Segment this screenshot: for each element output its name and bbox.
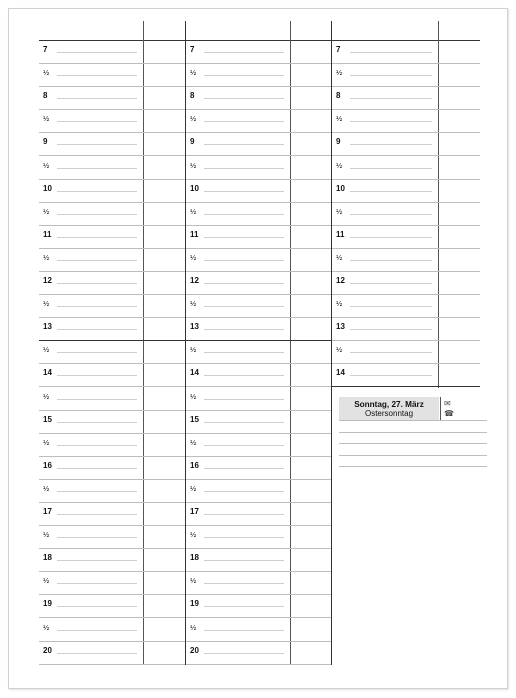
time-slot-row[interactable] [332,364,480,387]
time-slot-row[interactable] [186,434,332,457]
time-slot-row[interactable] [39,595,185,618]
time-slot-row[interactable] [39,549,185,572]
day-column [186,9,332,690]
entry-line [350,75,432,76]
time-slot-row[interactable] [186,619,332,642]
entry-line [57,283,137,284]
time-slot-row[interactable] [186,341,332,364]
time-label: ½ [336,299,343,309]
time-slot-row[interactable] [332,87,480,110]
time-slot-row[interactable] [186,364,332,387]
entry-line [350,329,432,330]
entry-line [57,606,137,607]
column-divider [331,21,333,665]
time-label: 19 [43,599,52,609]
time-label: 7 [336,45,341,54]
time-label: ½ [43,252,50,262]
time-slot-row[interactable] [39,180,185,203]
time-slot-row[interactable] [186,110,332,133]
time-label: ½ [43,114,50,124]
day-header [39,21,185,41]
entry-line [57,329,137,330]
time-slot-row[interactable] [332,203,480,226]
time-label: ½ [190,160,197,170]
entry-line [57,121,137,122]
entry-line [204,306,284,307]
time-slot-row[interactable] [332,110,480,133]
time-label: 12 [336,276,345,285]
time-slot-row[interactable] [332,295,480,318]
time-slot-row[interactable] [186,526,332,549]
time-label: 20 [43,645,52,655]
time-slot-row[interactable] [186,203,332,226]
time-slot-row[interactable] [39,133,185,156]
time-label: ½ [336,68,343,78]
phone-icon: ☎ [444,409,454,418]
day-header [332,21,480,41]
time-label: ½ [190,345,197,355]
sunday-line[interactable] [339,443,487,444]
time-slot-row[interactable] [186,503,332,526]
time-label: 13 [336,322,345,332]
sunday-date: Sonntag, 27. März [354,400,424,409]
time-label: ½ [43,622,50,632]
time-label: ½ [190,530,197,540]
entry-line [57,422,137,423]
time-slot-row[interactable] [39,642,185,665]
entry-line [204,537,284,538]
entry-line [350,352,432,353]
time-label: ½ [43,206,50,216]
time-label: 15 [43,414,52,424]
time-slot-row[interactable] [39,203,185,226]
time-label: 8 [336,91,341,101]
time-slot-row[interactable] [186,595,332,618]
time-slot-row[interactable] [186,157,332,180]
entry-line [57,352,137,353]
time-label: ½ [336,206,343,216]
time-slot-row[interactable] [186,411,332,434]
time-label: 10 [190,183,199,193]
time-label: 9 [190,137,195,147]
time-label: 16 [43,460,52,470]
entry-line [204,121,284,122]
entry-line [57,630,137,631]
entry-line [57,583,137,584]
entry-line [204,168,284,169]
entry-line [350,375,432,376]
time-label: ½ [43,68,50,78]
time-slot-row[interactable] [186,388,332,411]
entry-line [57,144,137,145]
time-label: 18 [190,553,199,563]
time-label: ½ [43,437,50,447]
entry-line [350,98,432,99]
entry-line [350,52,432,53]
entry-line [204,422,284,423]
entry-line [204,260,284,261]
time-label: 14 [43,368,52,378]
entry-line [204,514,284,515]
entry-line [204,329,284,330]
entry-line [57,237,137,238]
time-slot-row[interactable] [39,411,185,434]
time-slot-row[interactable] [332,133,480,156]
time-slot-row[interactable] [332,318,480,341]
entry-line [57,75,137,76]
time-slot-row[interactable] [186,318,332,341]
time-label: ½ [43,483,50,493]
time-slot-row[interactable] [39,341,185,364]
time-slot-row[interactable] [186,572,332,595]
time-label: ½ [190,391,197,401]
entry-line [204,144,284,145]
sunday-icons [444,399,454,419]
entry-line [57,560,137,561]
entry-line [57,399,137,400]
entry-line [204,445,284,446]
time-slot-row[interactable] [186,180,332,203]
time-slot-row[interactable] [39,503,185,526]
time-slot-row[interactable] [39,64,185,87]
time-label: 17 [190,507,199,516]
time-label: ½ [190,68,197,78]
time-label: ½ [190,299,197,309]
time-label: ½ [190,576,197,586]
time-label: ½ [190,483,197,493]
time-label: 19 [190,599,199,609]
time-slot-row[interactable] [186,64,332,87]
time-label: ½ [43,576,50,586]
time-label: ½ [43,160,50,170]
time-slot-row[interactable] [39,434,185,457]
time-slot-row[interactable] [186,549,332,572]
entry-line [204,52,284,53]
entry-line [204,630,284,631]
column-divider [185,21,187,665]
time-slot-row[interactable] [186,295,332,318]
day-column [39,9,185,690]
entry-line [204,98,284,99]
time-slot-row[interactable] [332,226,480,249]
entry-line [350,306,432,307]
entry-line [204,237,284,238]
time-label: ½ [190,252,197,262]
entry-line [204,560,284,561]
entry-line [204,75,284,76]
time-label: 9 [43,137,48,147]
time-label: ½ [336,160,343,170]
time-slot-row[interactable] [332,64,480,87]
time-slot-row[interactable] [39,249,185,272]
time-label: ½ [336,345,343,355]
time-slot-row[interactable] [186,249,332,272]
time-label: 8 [43,91,48,101]
time-label: ½ [336,252,343,262]
entry-line [57,468,137,469]
time-label: ½ [190,622,197,632]
sunday-line[interactable] [339,432,487,433]
entry-line [57,445,137,446]
entry-line [57,491,137,492]
time-label: ½ [190,437,197,447]
time-label: 7 [190,45,195,54]
sunday-line[interactable] [339,466,487,467]
entry-line [204,468,284,469]
time-slot-row[interactable] [186,226,332,249]
time-label: 14 [190,368,199,378]
time-slot-row[interactable] [39,480,185,503]
time-label: 14 [336,368,345,378]
time-label: ½ [190,114,197,124]
sunday-line[interactable] [339,455,487,456]
entry-line [57,306,137,307]
time-slot-row[interactable] [39,388,185,411]
time-label: 13 [190,322,199,332]
time-slot-row[interactable] [186,272,332,295]
time-label: ½ [43,530,50,540]
entry-line [350,121,432,122]
entry-line [350,144,432,145]
time-slot-row[interactable] [39,41,185,64]
time-label: 9 [336,137,341,147]
entry-line [350,283,432,284]
entry-line [204,375,284,376]
time-label: ½ [43,391,50,401]
time-label: 10 [336,183,345,193]
time-label: 17 [43,507,52,516]
entry-line [350,214,432,215]
time-label: 12 [43,276,52,285]
entry-line [204,606,284,607]
time-slot-row[interactable] [39,364,185,387]
time-slot-row[interactable] [332,249,480,272]
time-label: 15 [190,414,199,424]
time-slot-row[interactable] [332,41,480,64]
entry-line [57,191,137,192]
day-header [186,21,332,41]
time-slot-row[interactable] [186,41,332,64]
entry-line [57,514,137,515]
time-label: ½ [336,114,343,124]
entry-line [57,214,137,215]
entry-line [57,537,137,538]
time-slot-row[interactable] [39,619,185,642]
time-slot-row[interactable] [39,526,185,549]
time-slot-row[interactable] [39,157,185,180]
time-slot-row[interactable] [332,157,480,180]
time-slot-row[interactable] [332,272,480,295]
time-label: 11 [43,229,52,239]
entry-line [350,191,432,192]
time-label: 18 [43,553,52,563]
time-slot-row[interactable] [332,341,480,364]
time-slot-row[interactable] [186,87,332,110]
time-slot-row[interactable] [39,457,185,480]
entry-line [350,168,432,169]
time-label: ½ [43,345,50,355]
time-label: ½ [190,206,197,216]
entry-line [350,260,432,261]
time-slot-row[interactable] [39,318,185,341]
planner-page [8,8,508,689]
time-slot-row[interactable] [39,295,185,318]
entry-line [57,375,137,376]
entry-line [57,168,137,169]
sunday-holiday: Ostersonntag [364,409,414,418]
time-label: ½ [43,299,50,309]
time-slot-row[interactable] [39,572,185,595]
entry-line [204,191,284,192]
time-label: 11 [190,229,199,239]
entry-line [204,283,284,284]
time-slot-row[interactable] [39,110,185,133]
entry-line [204,399,284,400]
entry-line [204,352,284,353]
time-slot-row[interactable] [186,457,332,480]
entry-line [204,583,284,584]
time-label: 11 [336,229,345,239]
time-slot-row[interactable] [186,642,332,665]
time-label: 13 [43,322,52,332]
day-column [332,9,480,690]
time-slot-row[interactable] [332,180,480,203]
time-slot-row[interactable] [39,226,185,249]
sunday-notes-divider [440,397,441,420]
entry-line [57,98,137,99]
envelope-icon: ✉ [444,399,451,408]
time-label: 20 [190,645,199,655]
entry-line [204,214,284,215]
entry-line [57,52,137,53]
time-label: 8 [190,91,195,101]
entry-line [350,237,432,238]
time-slot-row[interactable] [186,133,332,156]
entry-line [204,491,284,492]
time-label: 16 [190,460,199,470]
time-slot-row[interactable] [39,272,185,295]
time-slot-row[interactable] [186,480,332,503]
entry-line [204,653,284,654]
time-label: 7 [43,45,48,54]
entry-line [57,653,137,654]
sunday-line[interactable] [339,420,487,421]
time-label: 12 [190,276,199,285]
time-slot-row[interactable] [39,87,185,110]
entry-line [57,260,137,261]
time-label: 10 [43,183,52,193]
